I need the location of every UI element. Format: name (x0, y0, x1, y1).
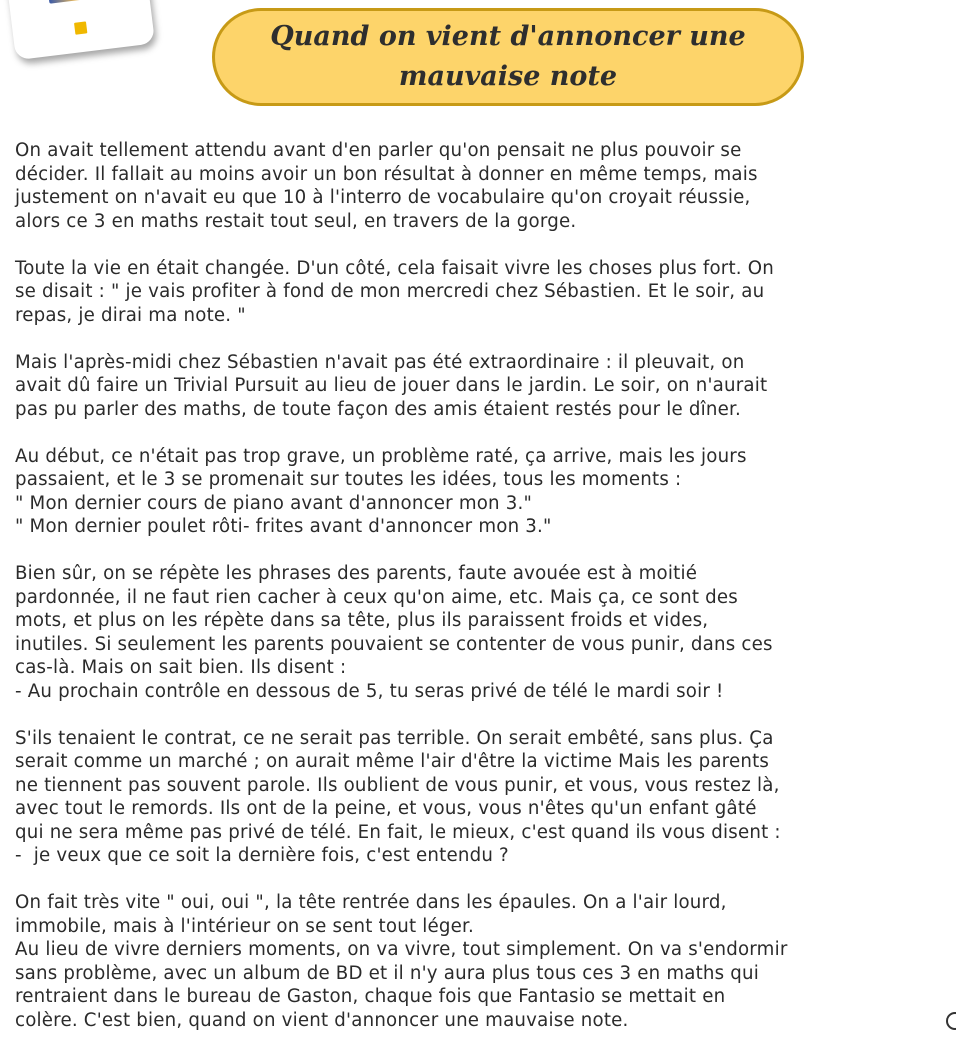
story-paragraph (15, 445, 931, 539)
text-line: sans problème, avec un album de BD et il n'y aura plus tous ces 3 en maths qui (15, 962, 760, 984)
text-line: colère. C'est bien, quand on vient d'annoncer une mauvaise note. (15, 1009, 629, 1031)
text-line: cas-là. Mais on sait bien. Ils disent : (15, 657, 347, 678)
text-line: pardonnée, il ne faut rien cacher à ceux qu'on aime, etc. Mais ça, ce sont des (15, 586, 738, 608)
story-text (15, 139, 931, 1056)
text-line: justement on n'avait eu que 10 à l'interro de vocabulaire qu'on croyait réussie, (15, 187, 751, 208)
text-line: inutiles. Si seulement les parents pouvaient se contenter de vous punir, dans ces (15, 633, 773, 655)
text-line: mots, et plus on les répète dans sa tête, plus ils paraissent froids et vides, (15, 610, 709, 631)
text-line: - Au prochain contrôle en dessous de 5, tu seras privé de télé le mardi soir ! (15, 680, 724, 702)
story-paragraph (15, 139, 931, 233)
text-line: Au lieu de vivre derniers moments, on va vivre, tout simplement. On va s'endormir (15, 939, 788, 960)
text-line: serait comme un marché ; on aurait même l'air d'être la victime Mais les parents (15, 751, 770, 772)
story-paragraph (15, 562, 931, 703)
text-line: " Mon dernier poulet rôti- frites avant d'annoncer mon 3." (15, 516, 552, 537)
story-paragraph (15, 891, 931, 1032)
text-line: qui ne sera même pas privé de télé. En fait, le mieux, c'est quand ils vous disent : (15, 821, 781, 843)
text-line: repas, je dirai ma note. " (15, 304, 246, 326)
story-paragraph (15, 727, 931, 868)
text-line: ne tiennent pas souvent parole. Ils oublient de vous punir, et vous, vous restez là, (15, 774, 780, 796)
text-line: Au début, ce n'était pas trop grave, un problème raté, ça arrive, mais les jours (15, 445, 747, 467)
text-line: - je veux que ce soit la dernière fois, c'est entendu ? (15, 845, 509, 866)
text-line: pas pu parler des maths, de toute façon des amis étaient restés pour le dîner. (15, 398, 742, 420)
story-paragraph (15, 257, 931, 328)
text-line: alors ce 3 en maths restait tout seul, en travers de la gorge. (15, 210, 577, 232)
text-line: On fait très vite " oui, oui ", la tête rentrée dans les épaules. On a l'air lourd, (15, 892, 727, 913)
book-caption-decoration (50, 2, 110, 9)
text-line: Bien sûr, on se répète les phrases des parents, faute avouée est à moitié (15, 563, 698, 584)
text-line: On avait tellement attendu avant d'en parler qu'on pensait ne plus pouvoir se (15, 140, 742, 161)
text-line: passaient, et le 3 se promenait sur toutes les idées, tous les moments : (15, 469, 682, 490)
text-line: décider. Il fallait au moins avoir un bon résultat à donner en même temps, mais (15, 163, 758, 185)
text-line: Toute la vie en était changée. D'un côté, cela faisait vivre les choses plus fort. On (15, 257, 774, 279)
text-line: S'ils tenaient le contrat, ce ne serait pas terrible. On serait embêté, sans plus. Ça (15, 727, 774, 749)
corner-circle-icon (946, 1012, 956, 1030)
text-line: " Mon dernier cours de piano avant d'annoncer mon 3." (15, 492, 533, 514)
page-title: Quand on vient d'annoncer une mauvaise note (270, 21, 746, 92)
book-thumbnail (5, 0, 155, 60)
text-line: Mais l'après-midi chez Sébastien n'avait pas été extraordinaire : il pleuvait, on (15, 351, 745, 373)
publisher-logo-icon (74, 21, 87, 34)
text-line: immobile, mais à l'intérieur on se sent tout léger. (15, 915, 475, 937)
book-cover-icon (48, 0, 115, 4)
title-banner (212, 8, 804, 106)
text-line: se disait : " je vais profiter à fond de mon mercredi chez Sébastien. Et le soir, au (15, 281, 765, 302)
text-line: rentraient dans le bureau de Gaston, chaque fois que Fantasio se mettait en (15, 986, 726, 1007)
text-line: avec tout le remords. Ils ont de la peine, et vous, vous n'êtes qu'un enfant gâté (15, 798, 757, 819)
text-line: avait dû faire un Trivial Pursuit au lieu de jouer dans le jardin. Le soir, on n'aurait (15, 375, 768, 396)
story-paragraph (15, 351, 931, 422)
